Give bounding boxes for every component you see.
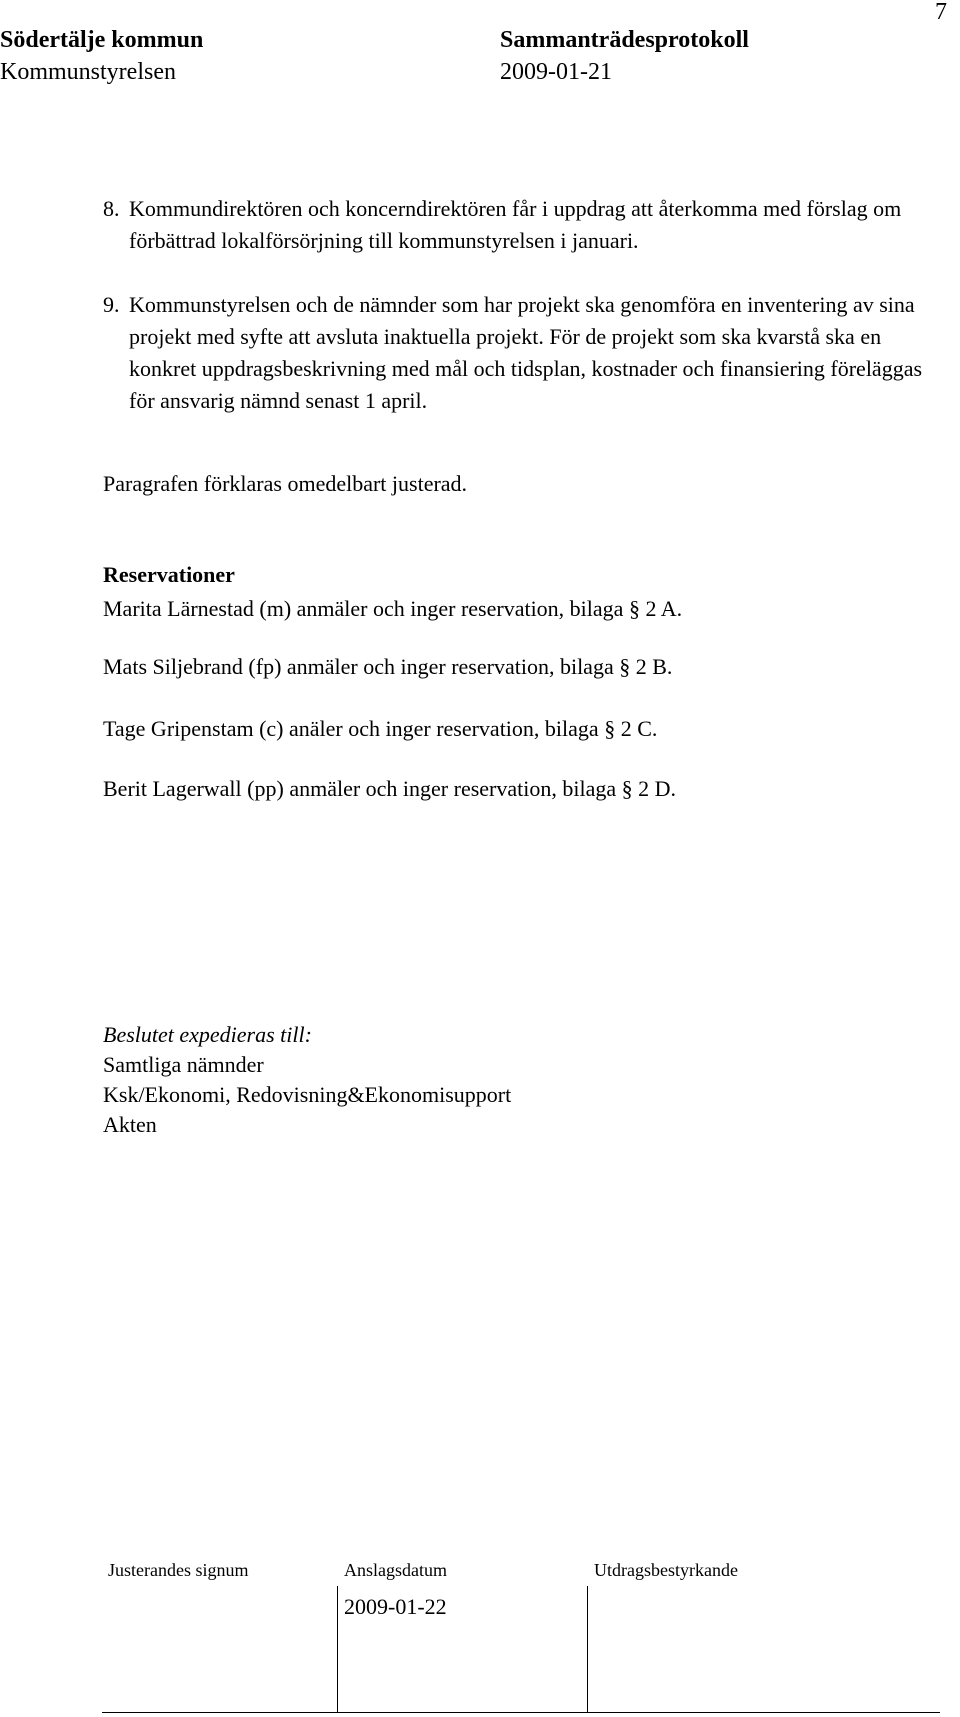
reservation-entry xyxy=(103,594,682,624)
reservation-ref: 2 A. xyxy=(645,596,683,621)
footer-divider-right xyxy=(587,1586,588,1713)
footer-divider-left xyxy=(337,1586,338,1713)
section-sign: § xyxy=(604,716,616,741)
reservation-ref: 2 C. xyxy=(620,716,658,741)
reservation-entry xyxy=(103,652,672,682)
decision-item-8 xyxy=(103,193,933,257)
reservation-ref: 2 B. xyxy=(635,654,673,679)
section-sign: § xyxy=(619,654,631,679)
section-sign: § xyxy=(628,596,640,621)
item-number: 8. xyxy=(103,196,120,221)
item-text: Kommundirektören och koncerndirektören får i uppdrag att återkomma med förslag om förbättrad lokalförsörjning till kommunstyrelsen i januari. xyxy=(129,196,902,253)
reservation-text: Tage Gripenstam (c) anäler och inger reservation, bilaga xyxy=(103,716,599,741)
reservation-text: Marita Lärnestad (m) anmäler och inger reservation, bilaga xyxy=(103,596,624,621)
posting-date-label: Anslagsdatum xyxy=(344,1560,447,1580)
signum-label: Justerandes signum xyxy=(108,1560,249,1580)
decision-item-9 xyxy=(103,289,933,417)
recipient: Ksk/Ekonomi, Redovisning&Ekonomisupport xyxy=(103,1082,512,1107)
page-number: 7 xyxy=(935,0,947,25)
certified-label: Utdragsbestyrkande xyxy=(594,1560,738,1580)
footer-bottom-rule xyxy=(102,1712,940,1713)
reservation-text: Mats Siljebrand (fp) anmäler och inger reservation, bilaga xyxy=(103,654,614,679)
recipient: Akten xyxy=(103,1112,157,1137)
section-sign: § xyxy=(621,776,633,801)
item-number: 9. xyxy=(103,292,120,317)
paragraph-note: Paragrafen förklaras omedelbart justerad. xyxy=(103,471,468,496)
distribution-heading: Beslutet expedieras till: xyxy=(103,1022,312,1047)
meeting-date: 2009-01-21 xyxy=(500,59,612,85)
item-text: Kommunstyrelsen och de nämnder som har projekt ska genomföra en inventering av sina projekt med syfte att avsluta inaktuella projekt. För de projekt som ska kvarstå ska en konkret uppdragsbeskrivning med mål och tidsplan, kostnader och finansiering föreläggas för ansvarig nämnd senast 1 april. xyxy=(129,292,923,413)
committee-name: Kommunstyrelsen xyxy=(0,59,176,85)
reservations-heading: Reservationer xyxy=(103,562,235,587)
posting-date: 2009-01-22 xyxy=(344,1594,447,1619)
reservation-entry xyxy=(103,774,676,804)
reservation-entry xyxy=(103,714,657,744)
reservation-ref: 2 D. xyxy=(638,776,677,801)
reservation-text: Berit Lagerwall (pp) anmäler och inger reservation, bilaga xyxy=(103,776,617,801)
org-name: Södertälje kommun xyxy=(0,27,204,53)
document-type: Sammanträdesprotokoll xyxy=(500,27,749,53)
recipient: Samtliga nämnder xyxy=(103,1052,264,1077)
